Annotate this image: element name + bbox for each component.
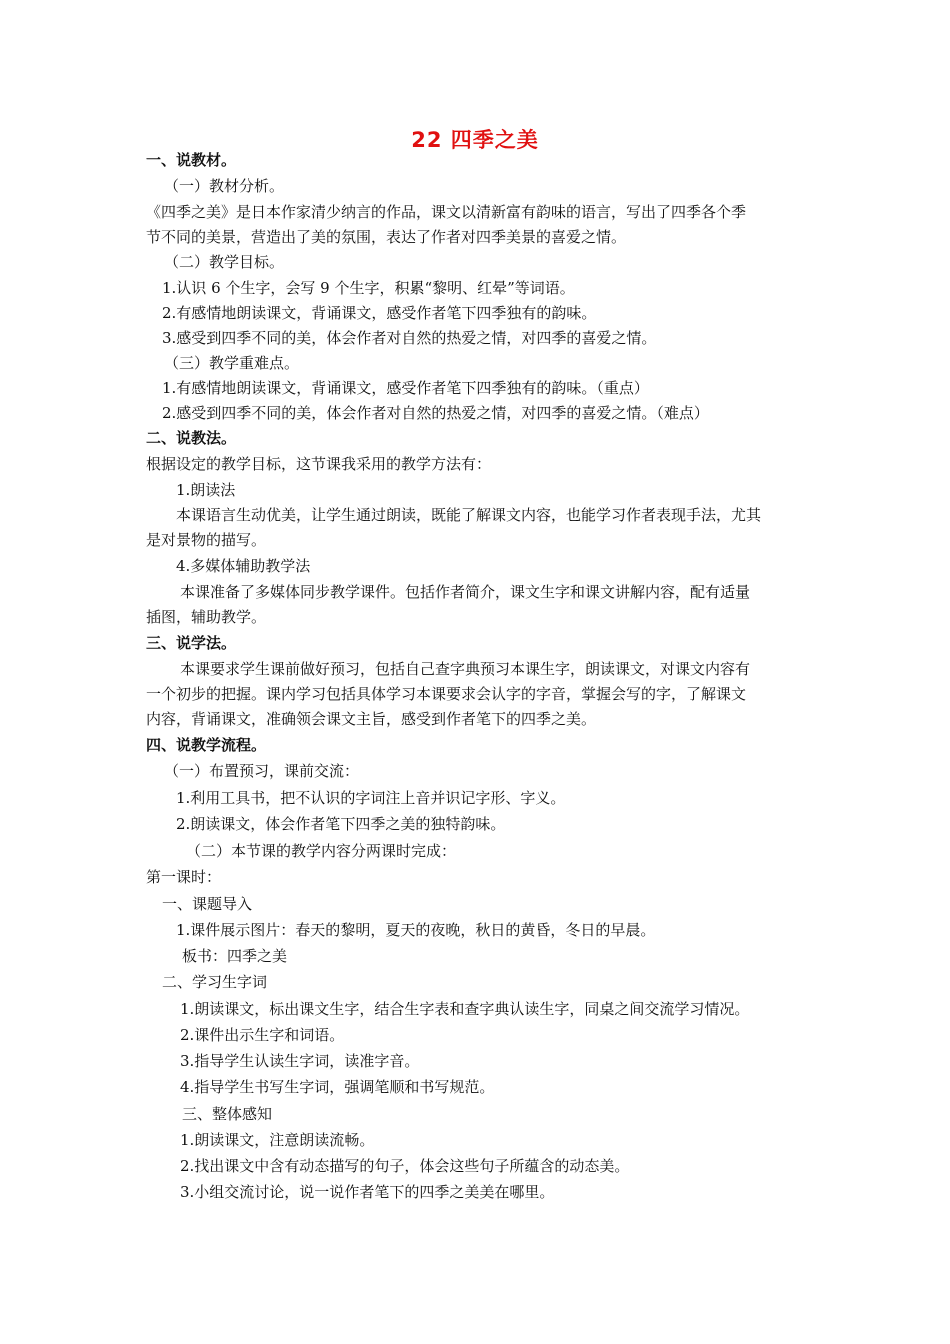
text-line: 根据设定的教学目标，这节课我采用的教学方法有： — [146, 455, 492, 473]
text-line: 2.课件出示生字和词语。 — [180, 1026, 345, 1044]
text-line: 1.有感情地朗读课文，背诵课文，感受作者笔下四季独有的韵味。（重点） — [162, 379, 649, 397]
text-line: 1.朗读课文，注意朗读流畅。 — [180, 1131, 375, 1149]
text-line: 是对景物的描写。 — [146, 531, 267, 549]
text-line: （二）本节课的教学内容分两课时完成： — [186, 842, 457, 860]
text-line: 第一课时： — [146, 868, 222, 886]
text-line: （二）教学目标。 — [164, 253, 285, 271]
text-line: （一）布置预习，课前交流： — [164, 762, 360, 780]
text-line: 3.感受到四季不同的美，体会作者对自然的热爱之情，对四季的喜爱之情。 — [162, 329, 657, 347]
text-line: 1.课件展示图片：春天的黎明，夏天的夜晚，秋日的黄昏，冬日的早晨。 — [176, 921, 656, 939]
text-line: 2.找出课文中含有动态描写的句子，体会这些句子所蕴含的动态美。 — [180, 1157, 630, 1175]
section-heading: 三、说学法。 — [146, 634, 237, 652]
text-line: 本课语言生动优美，让学生通过朗读，既能了解课文内容，也能学习作者表现手法，尤其 — [176, 506, 762, 524]
text-line: 一个初步的把握。课内学习包括具体学习本课要求会认字的字音，掌握会写的字，了解课文 — [146, 685, 747, 703]
text-line: 《四季之美》是日本作家清少纳言的作品，课文以清新富有韵味的语言，写出了四季各个季 — [146, 203, 747, 221]
text-line: 2.有感情地朗读课文，背诵课文，感受作者笔下四季独有的韵味。 — [162, 304, 597, 322]
section-heading: 一、说教材。 — [146, 151, 237, 169]
text-line: 4.多媒体辅助教学法 — [176, 557, 311, 575]
text-line: 二、学习生字词 — [162, 973, 268, 991]
text-line: 2.感受到四季不同的美，体会作者对自然的热爱之情，对四季的喜爱之情。（难点） — [162, 404, 709, 422]
text-line: 本课准备了多媒体同步教学课件。包括作者简介，课文生字和课文讲解内容，配有适量 — [180, 583, 751, 601]
text-line: 4.指导学生书写生字词，强调笔顺和书写规范。 — [180, 1078, 495, 1096]
text-line: 1.认识 6 个生字，会写 9 个生字，积累“黎明、红晕”等词语。 — [162, 279, 575, 297]
text-line: 1.利用工具书，把不认识的字词注上音并识记字形、字义。 — [176, 789, 566, 807]
section-heading: 四、说教学流程。 — [146, 736, 267, 754]
text-line: 2.朗读课文，体会作者笔下四季之美的独特韵味。 — [176, 815, 506, 833]
text-line: 插图，辅助教学。 — [146, 608, 267, 626]
section-heading: 二、说教法。 — [146, 429, 237, 447]
text-line: 3.指导学生认读生字词，读准字音。 — [180, 1052, 420, 1070]
text-line: 内容，背诵课文，准确领会课文主旨，感受到作者笔下的四季之美。 — [146, 710, 597, 728]
text-line: 1.朗读法 — [176, 481, 236, 499]
document-title: 22 四季之美 — [411, 128, 539, 152]
text-line: （一）教材分析。 — [164, 177, 285, 195]
text-line: 节不同的美景，营造出了美的氛围，表达了作者对四季美景的喜爱之情。 — [146, 228, 627, 246]
text-line: （三）教学重难点。 — [164, 354, 300, 372]
text-line: 一、课题导入 — [162, 895, 253, 913]
text-line: 1.朗读课文，标出课文生字，结合生字表和查字典认读生字，同桌之间交流学习情况。 — [180, 1000, 750, 1018]
text-line: 板书：四季之美 — [182, 947, 288, 965]
text-line: 本课要求学生课前做好预习，包括自己查字典预习本课生字，朗读课文，对课文内容有 — [180, 660, 751, 678]
text-line: 3.小组交流讨论，说一说作者笔下的四季之美美在哪里。 — [180, 1183, 555, 1201]
text-line: 三、整体感知 — [182, 1105, 273, 1123]
